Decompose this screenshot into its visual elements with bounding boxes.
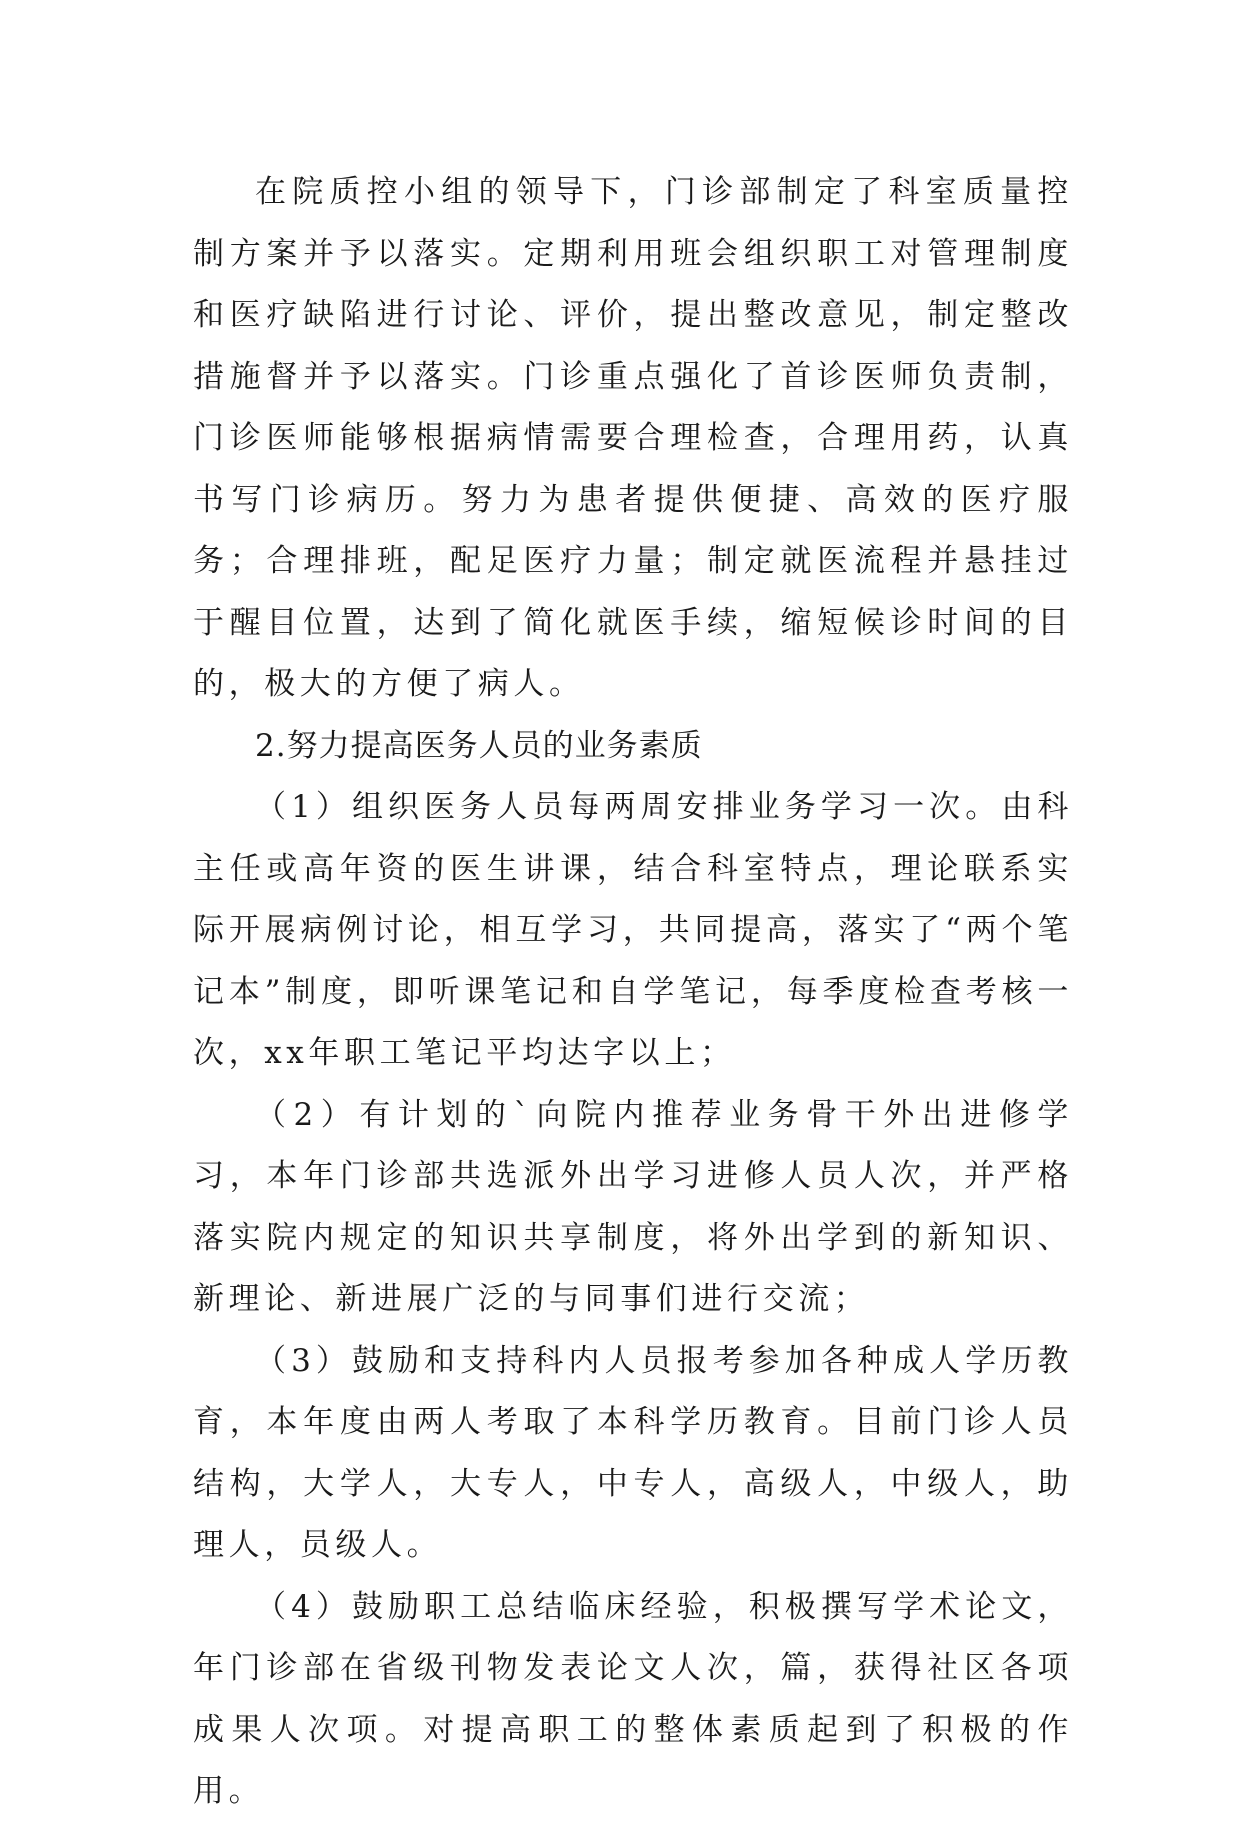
paragraph-item-3: （3）鼓励和支持科内人员报考参加各种成人学历教育，本年度由两人考取了本科学历教育。目前门诊人员结构，大学人，大专人，中专人，高级人，中级人，助理人，员级人。 [193,1342,1073,1563]
paragraph-item-1: （1）组织医务人员每两周安排业务学习一次。由科主任或高年资的医生讲课，结合科室特点，理论联系实际开展病例讨论，相互学习，共同提高，落实了“两个笔记本”制度，即听课笔记和自学笔记，每季度检查考核一次，xx年职工笔记平均达字以上； [193,789,1073,1071]
paragraph-quality-control: 在院质控小组的领导下，门诊部制定了科室质量控制方案并予以落实。定期利用班会组织职工对管理制度和医疗缺陷进行讨论、评价，提出整改意见，制定整改措施督并予以落实。门诊重点强化了首诊医师负责制，门诊医师能够根据病情需要合理检查，合理用药，认真书写门诊病历。努力为患者提供便捷、高效的医疗服务；合理排班，配足医疗力量；制定就医流程并悬挂过于醒目位置，达到了简化就医手续，缩短候诊时间的目的，极大的方便了病人。 [193,174,1073,702]
paragraph-item-4: （4）鼓励职工总结临床经验，积极撰写学术论文，年门诊部在省级刊物发表论文人次，篇，获得社区各项成果人次项。对提高职工的整体素质起到了积极的作用。 [193,1588,1073,1809]
paragraph-item-2: （2）有计划的`向院内推荐业务骨干外出进修学习，本年门诊部共选派外出学习进修人员人次，并严格落实院内规定的知识共享制度，将外出学到的新知识、新理论、新进展广泛的与同事们进行交流； [193,1096,1073,1317]
document-body [193,162,1073,1823]
section-heading: 2.努力提高医务人员的业务素质 [255,727,703,764]
